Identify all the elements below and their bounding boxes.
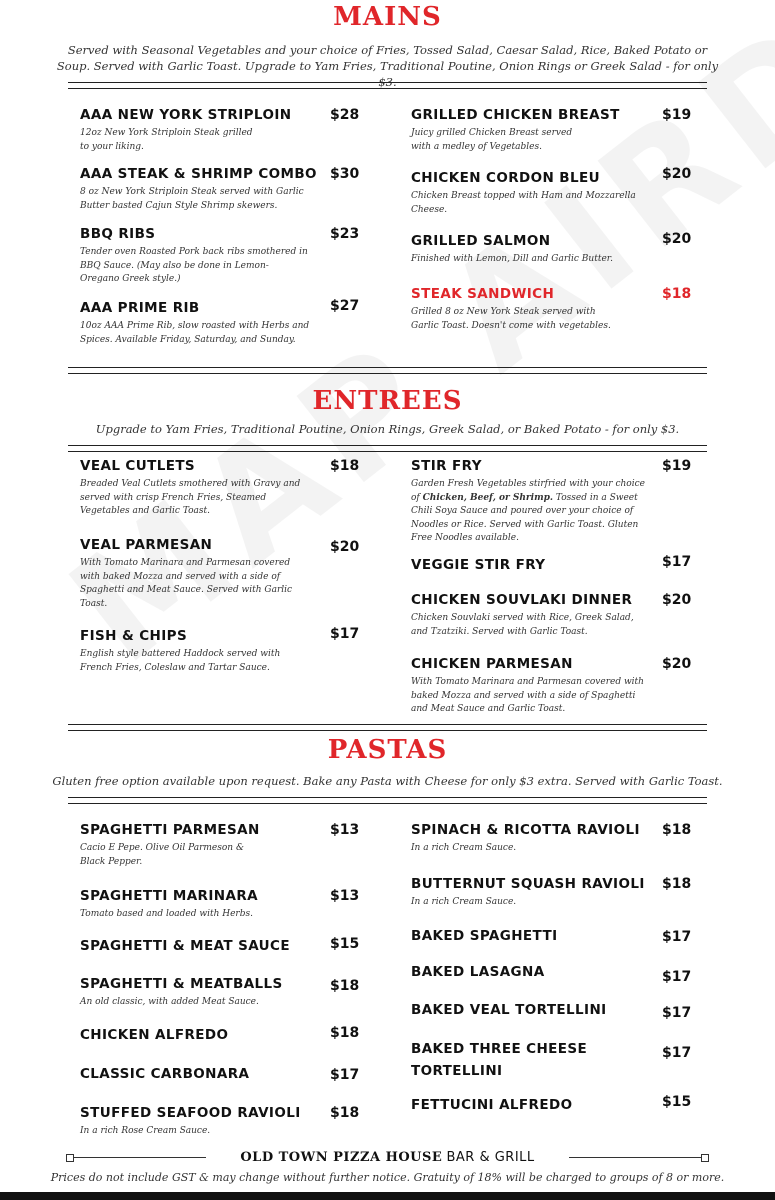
menu-item	[80, 938, 310, 955]
item-price: $17	[662, 1005, 692, 1021]
item-price: $18	[662, 286, 692, 302]
pastas-title: PASTAS	[327, 735, 448, 765]
item-name: CHICKEN CORDON BLEU	[411, 170, 600, 186]
bottom-bar	[0, 1192, 775, 1200]
divider	[68, 445, 707, 452]
menu-item	[411, 1097, 646, 1114]
divider	[74, 1157, 206, 1158]
menu-item	[411, 1038, 611, 1082]
mains-title: MAINS	[333, 2, 442, 32]
menu-item	[80, 976, 310, 1010]
item-description: Juicy grilled Chicken Breast served with a medley of Vegetables.	[411, 128, 573, 152]
menu-item	[80, 1066, 310, 1083]
item-price: $18	[330, 458, 360, 474]
item-price: $20	[662, 656, 692, 672]
menu-item	[411, 1002, 646, 1019]
item-description: Chicken Souvlaki served with Rice, Greek Salad, and Tzatziki. Served with Garlic Toast.	[411, 613, 634, 637]
item-price: $30	[330, 166, 360, 182]
item-price: $17	[330, 1067, 360, 1083]
item-name: BAKED VEAL TORTELLINI	[411, 1002, 607, 1018]
menu-item	[80, 822, 310, 869]
menu-item	[411, 170, 646, 217]
item-name: CLASSIC CARBONARA	[80, 1066, 250, 1082]
divider-ornament	[66, 1154, 74, 1162]
menu-item	[80, 107, 310, 154]
item-price: $20	[662, 231, 692, 247]
item-name: BUTTERNUT SQUASH RAVIOLI	[411, 876, 645, 892]
item-price: $19	[662, 107, 692, 123]
entrees-subtitle: Upgrade to Yam Fries, Traditional Poutine, Onion Rings, Greek Salad, or Baked Potato - for only $3.	[95, 422, 680, 436]
menu-item	[411, 557, 646, 574]
item-name: FETTUCINI ALFREDO	[411, 1097, 573, 1113]
item-name: STIR FRY	[411, 458, 482, 474]
item-name: FISH & CHIPS	[80, 628, 188, 644]
item-name: GRILLED SALMON	[411, 233, 551, 249]
item-description: Finished with Lemon, Dill and Garlic Butter.	[411, 254, 613, 264]
item-name: STEAK SANDWICH	[411, 286, 555, 302]
item-price: $28	[330, 107, 360, 123]
menu-item	[411, 233, 646, 267]
menu-item	[80, 1027, 310, 1044]
item-name: AAA PRIME RIB	[80, 300, 200, 316]
item-price: $18	[330, 978, 360, 994]
item-description: 12oz New York Striploin Steak grilled to your liking.	[80, 128, 253, 152]
item-description: An old classic, with added Meat Sauce.	[80, 997, 259, 1007]
item-name: CHICKEN SOUVLAKI DINNER	[411, 592, 633, 608]
item-name: SPAGHETTI MARINARA	[80, 888, 258, 904]
entrees-title: ENTREES	[312, 386, 463, 416]
menu-item	[80, 628, 310, 675]
item-description: Chicken Breast topped with Ham and Mozzarella Cheese.	[411, 191, 636, 215]
item-name: BAKED SPAGHETTI	[411, 928, 558, 944]
menu-item	[80, 166, 317, 213]
item-description: Grilled 8 oz New York Steak served with Garlic Toast. Doesn't come with vegetables.	[411, 307, 611, 331]
item-description: Garden Fresh Vegetables stirfried with your choice of Chicken, Beef, or Shrimp. Tossed in a Sweet Chili Soya Sauce and poured over your choice of Noodles or Rice. Served with Garlic Toast. Gluten Free Noodles available.	[411, 479, 645, 543]
item-price: $15	[662, 1094, 692, 1110]
item-name: AAA NEW YORK STRIPLOIN	[80, 107, 292, 123]
divider	[569, 1157, 701, 1158]
item-description: Cacio E Pepe. Olive Oil Parmeson & Black Pepper.	[80, 843, 244, 867]
item-price: $20	[662, 592, 692, 608]
menu-item	[411, 876, 646, 910]
menu-item	[80, 537, 310, 611]
item-price: $27	[330, 298, 360, 314]
item-description: With Tomato Marinara and Parmesan covered with baked Mozza and served with a side of Spaghetti and Meat Sauce. Served with Garlic Toast.	[80, 558, 293, 609]
item-price: $17	[662, 554, 692, 570]
item-name: SPAGHETTI & MEATBALLS	[80, 976, 283, 992]
item-name: BAKED LASAGNA	[411, 964, 545, 980]
menu-item	[411, 822, 646, 856]
item-description: 10oz AAA Prime Rib, slow roasted with Herbs and Spices. Available Friday, Saturday, and Sunday.	[80, 321, 310, 345]
item-description: In a rich Cream Sauce.	[411, 897, 517, 907]
item-name: STUFFED SEAFOOD RAVIOLI	[80, 1105, 301, 1121]
item-name: AAA STEAK & SHRIMP COMBO	[80, 166, 317, 182]
item-price: $18	[330, 1105, 360, 1121]
menu-item	[80, 458, 310, 519]
item-name: VEGGIE STIR FRY	[411, 557, 546, 573]
item-name: VEAL PARMESAN	[80, 537, 213, 553]
item-price: $17	[330, 626, 360, 642]
item-description: With Tomato Marinara and Parmesan covered with baked Mozza and served with a side of Spaghetti and Meat Sauce and Garlic Toast.	[411, 677, 644, 714]
item-price: $15	[330, 936, 360, 952]
item-description: Breaded Veal Cutlets smothered with Gravy and served with crisp French Fries, Steamed Vegetables and Garlic Toast.	[80, 479, 301, 516]
item-price: $20	[330, 539, 360, 555]
item-price: $17	[662, 969, 692, 985]
item-name: BAKED THREE CHEESE TORTELLINI	[411, 1041, 588, 1079]
item-price: $20	[662, 166, 692, 182]
mains-subtitle: Served with Seasonal Vegetables and your choice of Fries, Tossed Salad, Caesar Salad, Rice, Baked Potato or Soup. Served with Garlic Toast. Upgrade to Yam Fries, Traditional Poutine, Onion Rings or Greek Salad - for only $3.	[56, 43, 719, 89]
menu-item	[80, 226, 310, 287]
item-description: In a rich Rose Cream Sauce.	[80, 1126, 211, 1136]
item-description: In a rich Cream Sauce.	[411, 843, 517, 853]
menu-item	[411, 928, 646, 945]
item-name: VEAL CUTLETS	[80, 458, 196, 474]
pastas-subtitle: Gluten free option available upon request. Bake any Pasta with Cheese for only $3 extra. Served with Garlic Toast.	[52, 774, 723, 788]
item-name: BBQ RIBS	[80, 226, 156, 242]
item-price: $18	[662, 876, 692, 892]
divider	[68, 82, 707, 89]
menu-item	[80, 888, 310, 922]
item-description: English style battered Haddock served with French Fries, Coleslaw and Tartar Sauce.	[80, 649, 281, 673]
menu-item	[411, 107, 646, 154]
restaurant-brand: OLD TOWN PIZZA HOUSE BAR & GRILL	[240, 1150, 535, 1165]
menu-item	[411, 656, 646, 717]
item-price: $23	[330, 226, 360, 242]
divider	[68, 367, 707, 374]
item-price: $18	[330, 1025, 360, 1041]
divider	[68, 797, 707, 804]
item-name: CHICKEN ALFREDO	[80, 1027, 229, 1043]
divider	[68, 724, 707, 731]
item-price: $18	[662, 822, 692, 838]
item-price: $13	[330, 888, 360, 904]
menu-item	[411, 458, 646, 546]
divider-ornament	[701, 1154, 709, 1162]
item-price: $17	[662, 929, 692, 945]
footer-note: Prices do not include GST & may change without further notice. Gratuity of 18% will be charged to groups of 8 or more.	[50, 1171, 725, 1184]
menu-item	[411, 286, 646, 333]
item-name: CHICKEN PARMESAN	[411, 656, 573, 672]
menu-item	[80, 300, 310, 347]
item-price: $17	[662, 1045, 692, 1061]
item-price: $19	[662, 458, 692, 474]
menu-item	[80, 1105, 310, 1139]
item-name: SPAGHETTI PARMESAN	[80, 822, 260, 838]
item-description: Tender oven Roasted Pork back ribs smothered in BBQ Sauce. (May also be done in Lemon- Oregano Greek style.)	[80, 247, 308, 284]
item-name: SPAGHETTI & MEAT SAUCE	[80, 938, 290, 954]
item-description: Tomato based and loaded with Herbs.	[80, 909, 253, 919]
menu-item	[411, 964, 646, 981]
item-name: GRILLED CHICKEN BREAST	[411, 107, 620, 123]
item-description: 8 oz New York Striploin Steak served with Garlic Butter basted Cajun Style Shrimp skewers.	[80, 187, 304, 211]
item-price: $13	[330, 822, 360, 838]
item-name: SPINACH & RICOTTA RAVIOLI	[411, 822, 640, 838]
menu-item	[411, 592, 646, 639]
